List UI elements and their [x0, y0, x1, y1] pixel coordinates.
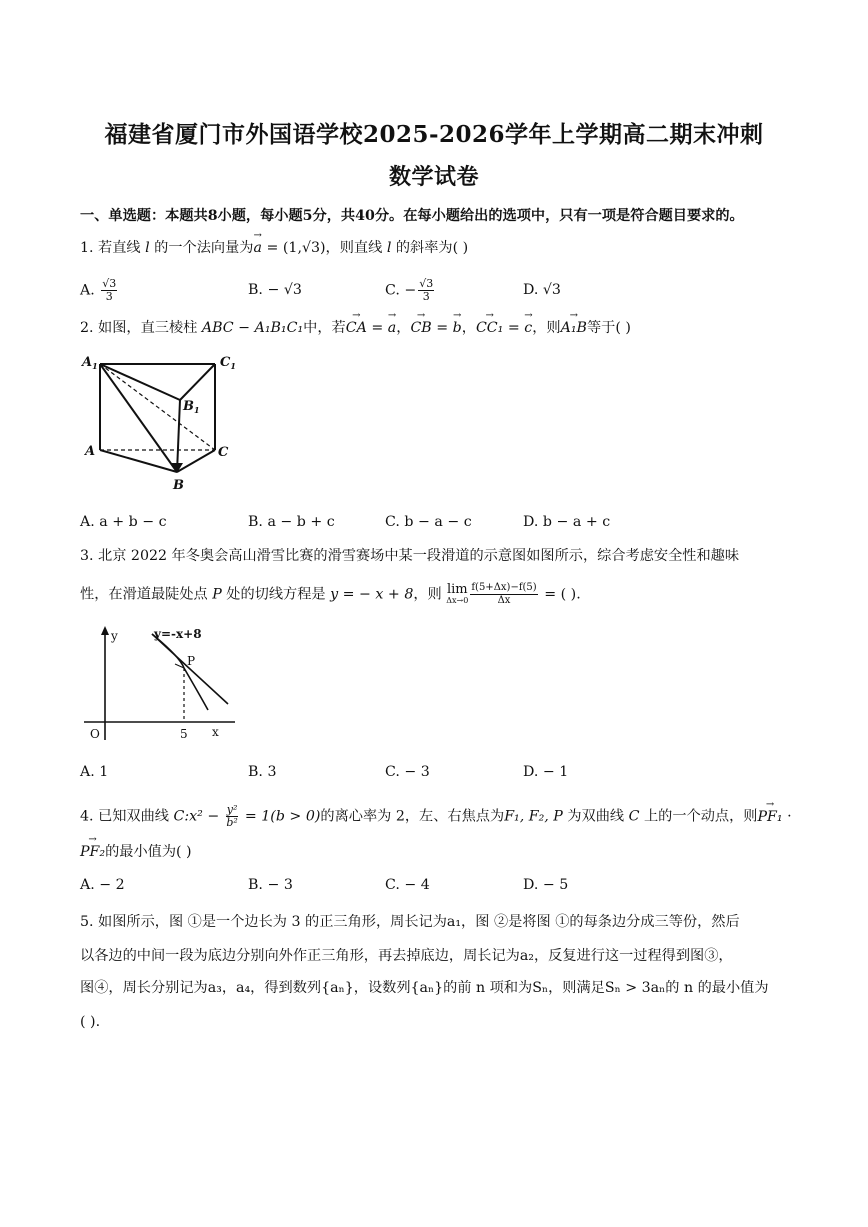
edge-a1b — [100, 364, 177, 472]
edge-ab — [100, 450, 177, 472]
q2-option-b: B. a − b + c — [248, 514, 335, 530]
section-heading: 一、单选题：本题共8小题，每小题5分，共40分。在每小题给出的选项中，只有一项是符合题目要求的。 — [80, 208, 744, 224]
q2-option-a: A. a + b − c — [80, 514, 167, 530]
origin-label: O — [90, 727, 100, 741]
q3-option-b: B. 3 — [248, 764, 277, 780]
label-a1: $A_1$ — [82, 355, 98, 371]
q1-option-d: D. √3 — [523, 282, 561, 298]
question-5-line-2: 以各边的中间一段为底边分别向外作正三角形，再去掉底边，周长记为a₂，反复进行这一过程得到图③， — [80, 948, 733, 964]
question-5-line-4: ( ). — [80, 1014, 101, 1030]
tick-5-label: 5 — [180, 727, 188, 741]
q3-option-c: C. − 3 — [385, 764, 430, 780]
y-axis-label: y — [111, 629, 118, 643]
question-5-line-3: 图④，周长分别记为a₃，a₄，得到数列{aₙ}，设数列{aₙ}的前 n 项和为Sₙ，则满足Sₙ > 3aₙ的 n 的最小值为 — [80, 980, 769, 996]
exam-subtitle: 数学试卷 — [388, 164, 479, 190]
question-3-line-1: 3. 北京 2022 年冬奥会高山滑雪比赛的滑雪赛场中某一段滑道的示意图如图所示，综合考虑安全性和趣味 — [80, 548, 740, 564]
question-4-line-1: 4. 已知双曲线 C:x² − $\frac{\text{y²}}{\text{b²}}$ = 1(b > 0)的离心率为 2，左、右焦点为F₁, F₂, P 为双曲线 C 上的一个动点，则→ PF₁ · — [80, 804, 792, 829]
tangent-label: y=-x+8 — [154, 627, 202, 641]
q1-option-c: C. − $\frac{√3}{3}$ — [385, 277, 434, 303]
q2-option-c: C. b − a − c — [385, 514, 472, 530]
question-1-stem: 1. 若直线 l 的一个法向量为→ a = (1,√3)，则直线 l 的斜率为( ) — [80, 238, 468, 258]
q1-option-b: B. − √3 — [248, 282, 302, 298]
y-axis-arrow — [101, 626, 109, 635]
q4-option-c: C. − 4 — [385, 877, 430, 893]
question-4-line-2: → PF₂的最小值为( ) — [80, 842, 192, 862]
edge-cb — [177, 450, 215, 472]
q3-option-d: D. − 1 — [523, 764, 569, 780]
ski-slope-figure — [80, 622, 240, 747]
q2-option-d: D. b − a + c — [523, 514, 611, 530]
edge-b1b — [177, 400, 180, 472]
exam-title: 福建省厦门市外国语学校2025-2026学年上学期高二期末冲刺 — [104, 121, 764, 148]
question-3-line-2: 性，在滑道最陡处点 P 处的切线方程是 y = − x + 8，则 lim Δx→0 $\frac{f(5+\Delta x)-f(5)}{\Delta x}$ = ( ). — [80, 581, 581, 606]
question-5-line-1: 5. 如图所示，图 ①是一个边长为 3 的正三角形，周长记为a₁，图 ②是将图 ①的每条边分成三等份，然后 — [80, 914, 740, 930]
q1-option-a: A. $\frac{√3}{3}$ — [80, 277, 117, 303]
prism-figure — [80, 352, 250, 497]
q3-option-a: A. 1 — [80, 764, 109, 780]
q4-option-a: A. − 2 — [80, 877, 125, 893]
slope-curve — [152, 634, 208, 710]
label-b: B — [173, 478, 184, 493]
q4-option-b: B. − 3 — [248, 877, 293, 893]
x-axis-label: x — [212, 725, 219, 739]
label-a: A — [85, 444, 96, 459]
point-p-label: P — [187, 654, 196, 668]
label-c: C — [218, 445, 229, 460]
q4-option-d: D. − 5 — [523, 877, 569, 893]
label-b1: $B_1$ — [183, 399, 200, 415]
label-c1: $C_1$ — [220, 355, 236, 371]
question-2-stem: 2. 如图，直三棱柱 ABC − A₁B₁C₁中，若→ CA = → a，→ CB = → b，→ CC₁ = → c，则→ A₁B等于( ) — [80, 318, 631, 338]
edge-c1b1 — [180, 364, 215, 400]
